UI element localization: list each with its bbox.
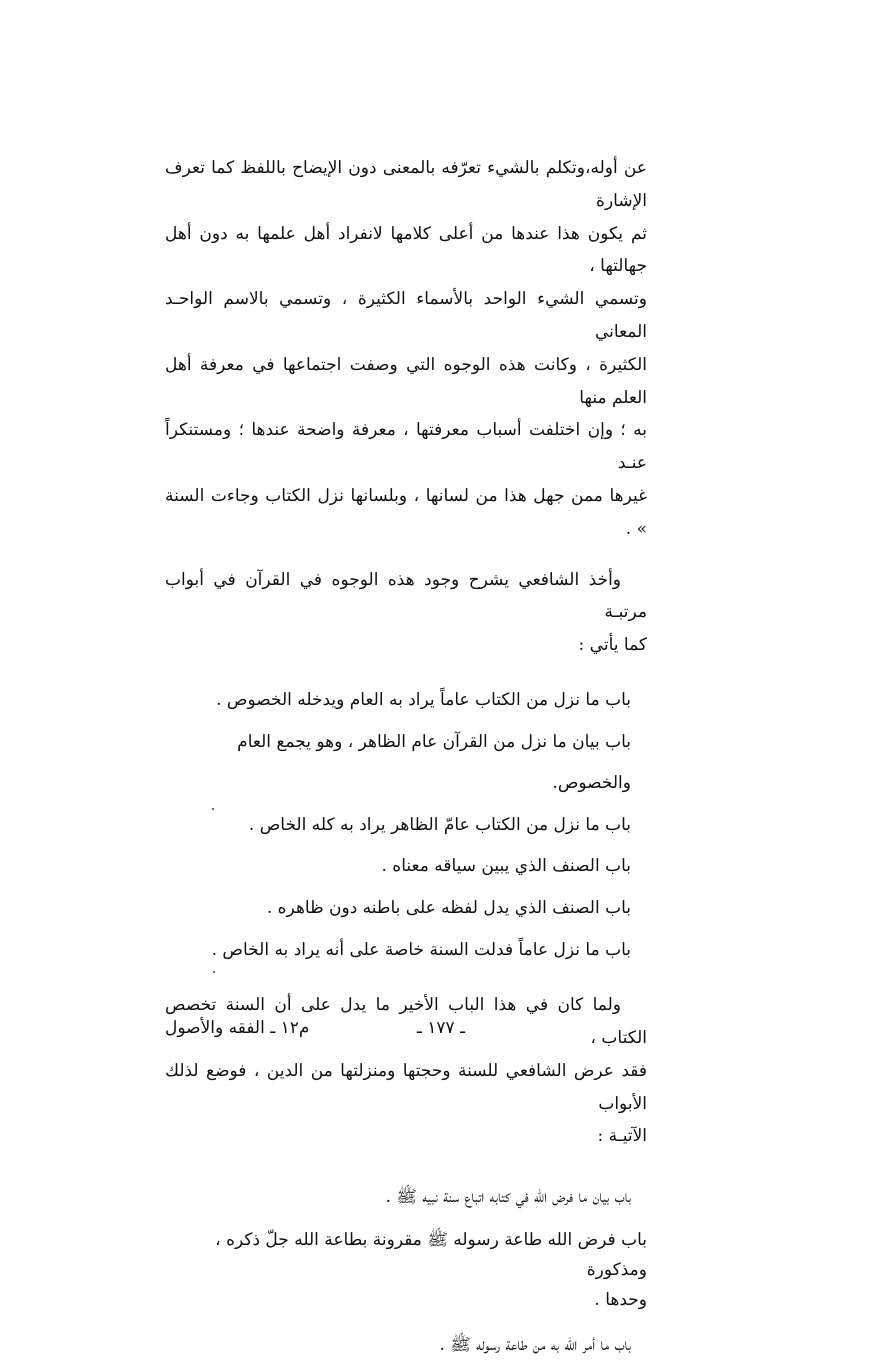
- page-body: [165, 152, 647, 1367]
- page-footer: [165, 1014, 647, 1042]
- chapter-item: [165, 1323, 647, 1367]
- text-line: الكثيرة ، وكانت هذه الوجوه التي وصفت اجتماعها في معرفة أهل العلم منها: [165, 354, 647, 408]
- ink-speck: [212, 808, 214, 810]
- chapter-item: باب ما نزل عاماً فدلت السنة خاصة على أنه يراد به الخاص .: [211, 939, 631, 960]
- chapter-list-quran: [165, 680, 647, 971]
- chapter-item: باب الصنف الذي يبين سياقه معناه .: [381, 856, 631, 877]
- paragraph-quote: [165, 152, 647, 546]
- text-line: ثم يكون هذا عندها من أعلى كلامها لانفراد أهل علمها به دون أهل جهالتها ،: [165, 223, 647, 277]
- chapter-item: باب ما نزل من الكتاب عامّ الظاهر يراد به كله الخاص .: [248, 814, 631, 835]
- chapter-list-sunnah: [165, 1175, 647, 1367]
- paragraph-intro-chapters: [165, 564, 647, 662]
- chapter-item-text: باب بيان ما فرض الله في كتابه اتباع سنة نبيه ﷺ .: [385, 1187, 631, 1208]
- chapter-item: [165, 1175, 647, 1219]
- text-line: ولما كان في هذا الباب الأخير ما يدل على أن السنة تخصص الكتاب ،: [165, 995, 647, 1048]
- chapter-item-text: باب ما أمر الله به من طاعة رسوله ﷺ .: [439, 1335, 631, 1356]
- chapter-item: [165, 1225, 647, 1315]
- page-number: ـ ١٧٧ ـ: [416, 1018, 466, 1038]
- printer-signature: م١٢ ـ الفقه والأصول: [165, 1018, 310, 1038]
- chapter-item: باب ما نزل من الكتاب عاماً يراد به العام ويدخله الخصوص .: [216, 689, 631, 710]
- chapter-item-continuation: وحدها .: [594, 1290, 647, 1311]
- text-line: وتسمي الشيء الواحد بالأسماء الكثيرة ، وتسمي بالاسم الواحـد المعاني: [165, 289, 647, 342]
- chapter-item-text: باب فرض الله طاعة رسوله ﷺ مقرونة بطاعة الله جلّ ذكره ، ومذكورة: [215, 1230, 647, 1281]
- text-line: به ؛ وإن اختلفت أسباب معرفتها ، معرفة واضحة عندها ؛ ومستنكراً عنـد: [165, 420, 647, 474]
- text-line: الآتيـة :: [597, 1126, 647, 1147]
- text-line: فقد عرض الشافعي للسنة وحجتها ومنزلتها من الدين ، فوضع لذلك الأبواب: [165, 1060, 647, 1114]
- chapter-item: باب بيان ما نزل من القرآن عام الظاهر ، وهو يجمع العام والخصوص.: [237, 731, 631, 794]
- ink-speck: [213, 971, 215, 973]
- text-line: عن أوله،وتكلم بالشيء تعرّفه بالمعنى دون الإيضاح باللفظ كما تعرف الإشارة: [165, 158, 647, 211]
- chapter-item: باب الصنف الذي يدل لفظه على باطنه دون ظاهره .: [266, 897, 631, 918]
- text-line: كما يأتي :: [578, 635, 647, 656]
- text-line: وأخذ الشافعي يشرح وجود هذه الوجوه في القرآن في أبواب مرتبـة: [165, 569, 647, 623]
- text-line: غيرها ممن جهل هذا من لسانها ، وبلسانها نزل الكتاب وجاءت السنة » .: [165, 485, 647, 539]
